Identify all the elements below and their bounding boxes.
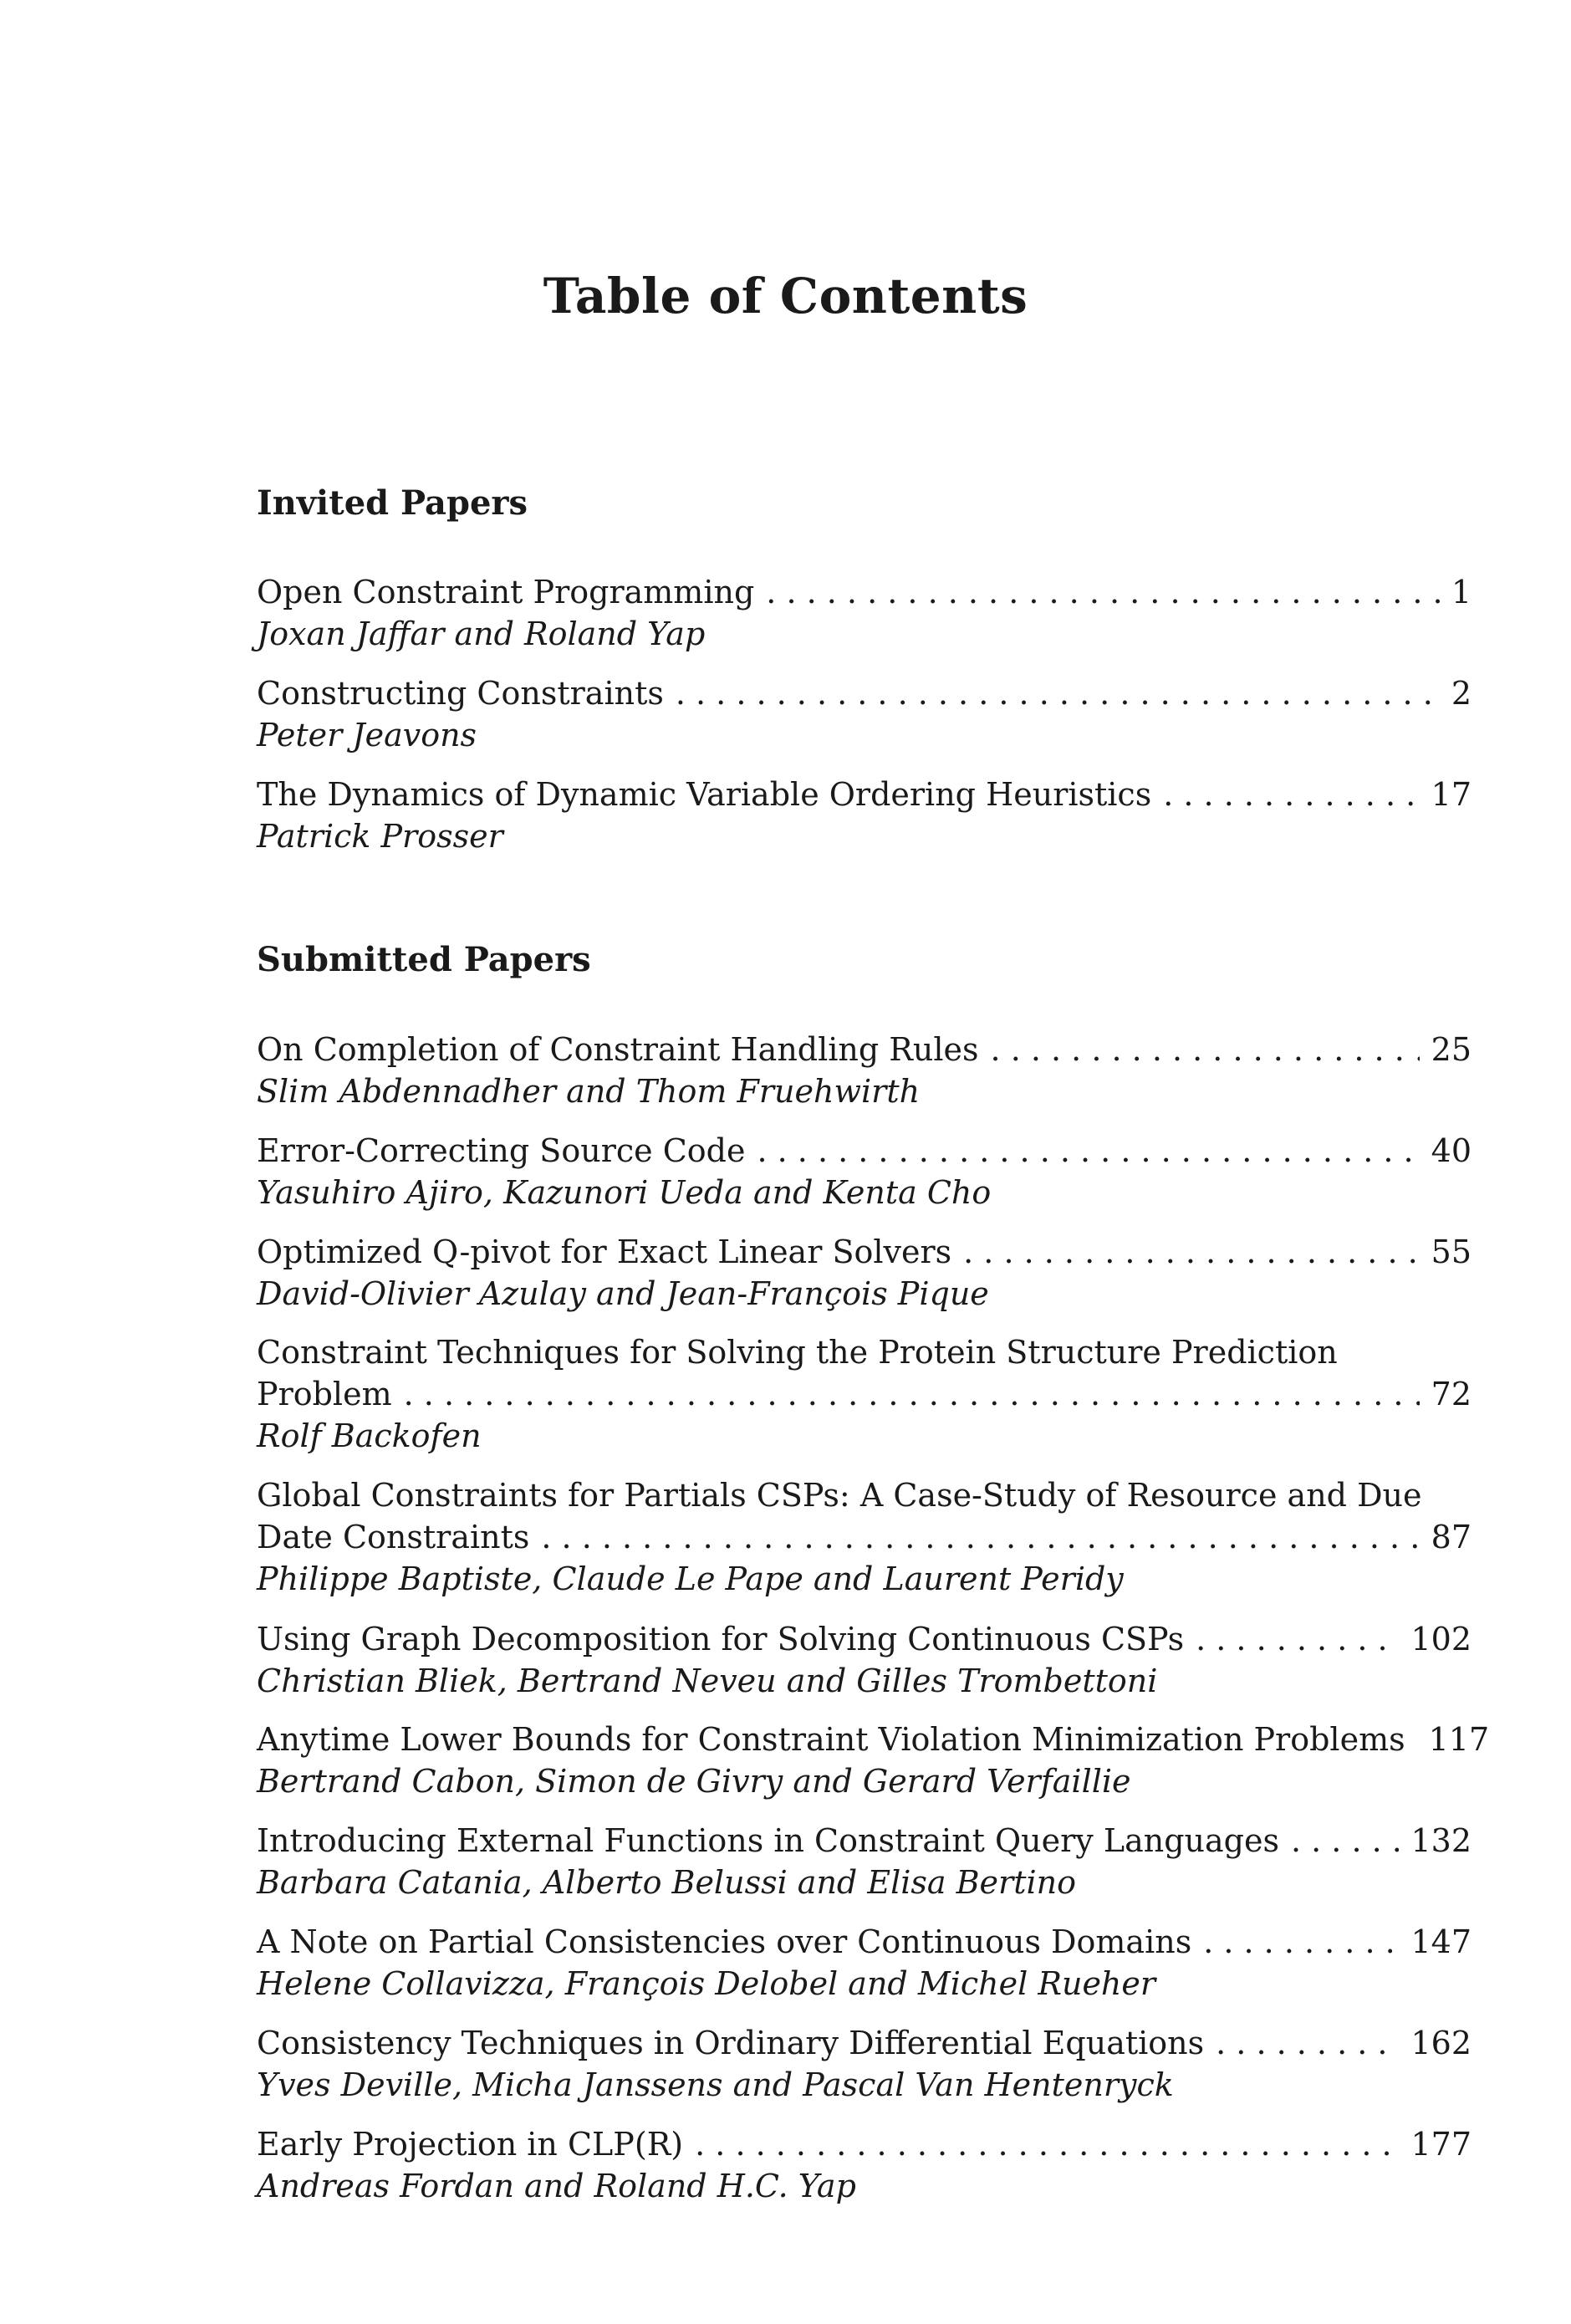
entry-authors: Christian Bliek, Bertrand Neveu and Gilles Trombettoni — [257, 1663, 1158, 1699]
entry-title: Constructing Constraints — [257, 675, 664, 712]
toc-entry[interactable] — [257, 1231, 1472, 1315]
entry-authors: Bertrand Cabon, Simon de Givry and Gerard Verfaillie — [257, 1763, 1131, 1800]
entry-page-number: 55 — [1431, 1234, 1472, 1270]
entry-authors: Peter Jeavons — [257, 717, 477, 753]
entry-authors: Yasuhiro Ajiro, Kazunori Ueda and Kenta Cho — [257, 1174, 992, 1211]
entry-page-number: 162 — [1410, 2025, 1472, 2061]
entry-authors: Patrick Prosser — [257, 818, 503, 855]
dot-leader — [1216, 2022, 1399, 2064]
dot-leader — [695, 2123, 1399, 2165]
entry-page-number: 2 — [1451, 675, 1472, 712]
entry-page-number: 25 — [1431, 1031, 1472, 1068]
entry-page-number: 87 — [1431, 1519, 1472, 1555]
entry-title: Anytime Lower Bounds for Constraint Violation Minimization Problems — [257, 1721, 1405, 1758]
toc-entry[interactable] — [257, 774, 1472, 857]
entry-authors: David-Olivier Azulay and Jean-François Pique — [257, 1275, 989, 1312]
toc-entry[interactable] — [257, 571, 1472, 655]
entry-title: A Note on Partial Consistencies over Continuous Domains — [257, 1923, 1192, 1960]
dot-leader — [963, 1231, 1420, 1273]
entry-title: Using Graph Decomposition for Solving Continuous CSPs — [257, 1621, 1185, 1657]
toc-entry[interactable] — [257, 1331, 1472, 1457]
dot-leader — [1196, 1618, 1399, 1660]
toc-entry[interactable] — [257, 1618, 1472, 1702]
entry-page-number: 72 — [1431, 1376, 1472, 1412]
entry-page-number: 17 — [1431, 776, 1472, 813]
page-title: Table of Contents — [543, 268, 1028, 324]
entry-page-number: 1 — [1451, 574, 1472, 610]
entry-authors: Andreas Fordan and Roland H.C. Yap — [257, 2168, 856, 2204]
entry-authors: Helene Collavizza, François Delobel and Michel Rueher — [257, 1965, 1156, 2002]
dot-leader — [541, 1516, 1419, 1558]
toc-entry[interactable] — [257, 1719, 1490, 1802]
entry-authors: Barbara Catania, Alberto Belussi and Elisa Bertino — [257, 1864, 1076, 1901]
entry-page-number: 147 — [1410, 1923, 1472, 1960]
dot-leader — [1163, 774, 1419, 815]
dot-leader — [1291, 1820, 1399, 1862]
entry-title: Open Constraint Programming — [257, 574, 755, 610]
toc-entry[interactable] — [257, 1820, 1472, 1903]
entry-title: The Dynamics of Dynamic Variable Ordering Heuristics — [257, 776, 1152, 813]
entry-title: Problem — [257, 1376, 392, 1412]
toc-entry[interactable] — [257, 1029, 1472, 1112]
dot-leader — [1203, 1921, 1399, 1963]
entry-authors: Yves Deville, Micha Janssens and Pascal Van Hentenryck — [257, 2066, 1174, 2103]
dot-leader — [991, 1029, 1420, 1070]
entry-page-number: 132 — [1410, 1822, 1472, 1859]
entry-page-number: 102 — [1410, 1621, 1472, 1657]
entry-title: Date Constraints — [257, 1519, 530, 1555]
entry-title: On Completion of Constraint Handling Rules — [257, 1031, 979, 1068]
entry-authors: Rolf Backofen — [257, 1417, 482, 1454]
dot-leader — [757, 1130, 1419, 1172]
toc-entry[interactable] — [257, 1130, 1472, 1213]
entry-title: Consistency Techniques in Ordinary Differential Equations — [257, 2025, 1205, 2061]
entry-title-line1: Constraint Techniques for Solving the Protein Structure Prediction — [257, 1334, 1338, 1371]
toc-entry[interactable] — [257, 2022, 1472, 2106]
dot-leader — [766, 571, 1440, 613]
dot-leader — [676, 672, 1440, 714]
entry-title: Error-Correcting Source Code — [257, 1132, 746, 1169]
entry-title: Early Projection in CLP(R) — [257, 2126, 684, 2163]
entry-authors: Philippe Baptiste, Claude Le Pape and Laurent Peridy — [257, 1560, 1124, 1597]
submitted-papers-section — [257, 938, 1472, 982]
entry-authors: Joxan Jaffar and Roland Yap — [257, 615, 706, 652]
section-heading-submitted: Submitted Papers — [257, 940, 591, 979]
dot-leader — [404, 1373, 1420, 1415]
toc-entry[interactable] — [257, 2123, 1472, 2207]
entry-authors: Slim Abdennadher and Thom Fruehwirth — [257, 1073, 921, 1110]
entry-title-line1: Global Constraints for Partials CSPs: A Case-Study of Resource and Due — [257, 1477, 1422, 1514]
entry-title: Optimized Q-pivot for Exact Linear Solvers — [257, 1234, 952, 1270]
toc-entry[interactable] — [257, 1474, 1472, 1600]
entry-page-number: 40 — [1431, 1132, 1472, 1169]
section-heading-invited: Invited Papers — [257, 483, 528, 523]
toc-entry[interactable] — [257, 672, 1472, 756]
entry-title: Introducing External Functions in Constraint Query Languages — [257, 1822, 1279, 1859]
toc-entry[interactable] — [257, 1921, 1472, 2005]
entry-page-number: 177 — [1410, 2126, 1472, 2163]
entry-page-number: 117 — [1428, 1721, 1490, 1758]
invited-papers-section — [257, 482, 1472, 525]
